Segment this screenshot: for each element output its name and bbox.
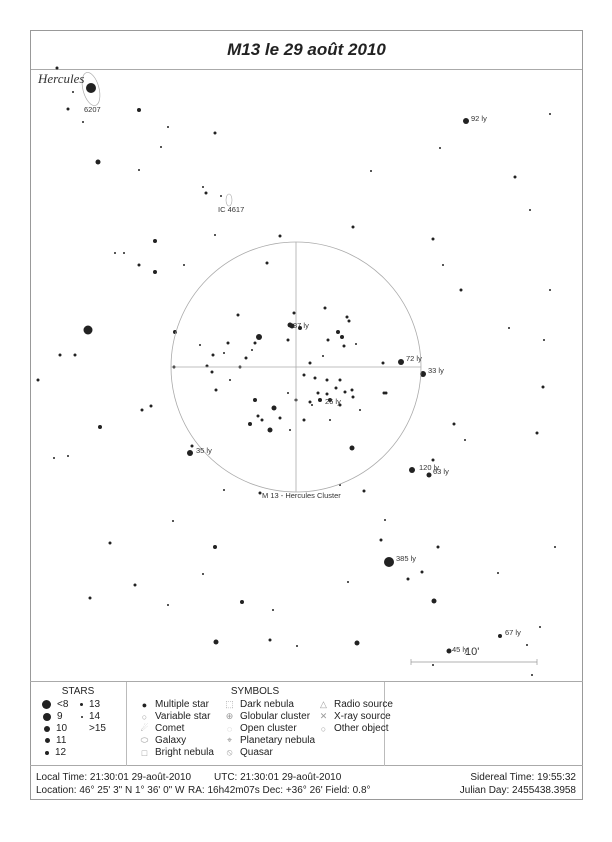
star [56,67,59,70]
star [114,252,116,254]
star [172,520,174,522]
star-mag-label: 10 [56,723,68,734]
star [214,132,217,135]
star [279,417,282,420]
star [229,379,231,381]
star [84,326,93,335]
star [355,641,360,646]
star [439,147,441,149]
symbol-label: Comet [155,723,185,734]
star [251,349,253,351]
star [327,339,330,342]
star-mag-label: 9 [57,711,63,722]
scale-bar [411,659,537,665]
star [351,389,354,392]
star [311,404,313,406]
star [123,252,125,254]
star [336,330,340,334]
star [37,379,40,382]
star [245,357,248,360]
star [289,429,291,431]
star [442,264,444,266]
open-cluster-icon: ◌ [226,723,233,734]
star [421,571,424,574]
star [96,160,101,165]
star [150,405,153,408]
star [72,91,74,93]
star [296,645,298,647]
star-mag-icon [42,700,51,709]
star [447,649,452,654]
star [268,428,273,433]
local-time: Local Time: 21:30:01 29-août-2010 [36,772,192,783]
star-mag-label: 13 [89,699,101,710]
star [59,354,62,357]
distance-label: 26 ly [325,397,341,406]
symbol-label: Variable star [155,711,211,722]
star [343,345,346,348]
sidereal-time: Sidereal Time: 19:55:32 [470,772,576,783]
star [549,113,551,115]
star [344,391,347,394]
star [248,422,252,426]
star-mag-label: 11 [56,735,67,746]
star [432,664,434,666]
star [82,121,84,123]
star [303,419,306,422]
star [272,406,277,411]
star [67,455,69,457]
symbol-label: Globular cluster [240,711,311,722]
star [309,362,312,365]
star [137,108,141,112]
star [539,626,541,628]
star [531,674,533,676]
star [134,584,137,587]
distance-label: 67 ly [505,628,521,637]
star [437,546,440,549]
symbols-legend [126,682,393,766]
star [329,419,331,421]
symbol-label: X-ray source [334,711,391,722]
star [109,542,112,545]
star-mag-label: 12 [55,747,67,758]
distance-label: 92 ly [471,114,487,123]
star [223,489,225,491]
symbols-legend-title: SYMBOLS [230,686,280,697]
star [383,392,386,395]
star [380,539,383,542]
distance-label: 385 ly [396,554,417,563]
star [543,339,545,341]
symbol-label: Other object [334,723,389,734]
julian-day: Julian Day: 2455438.3958 [459,785,576,796]
ic-label: IC 4617 [218,205,245,214]
star [398,359,404,365]
star [202,573,204,575]
star [427,473,432,478]
other-object-icon: ○ [320,723,327,734]
x-ray-source-icon: ✕ [319,711,328,721]
star [215,389,218,392]
star [359,409,361,411]
star [382,362,385,365]
star [213,545,217,549]
symbol-label: Galaxy [155,735,187,746]
star [314,377,317,380]
globular-cluster-icon: ⊕ [225,711,234,721]
star [266,262,269,265]
star [350,446,355,451]
star [549,289,551,291]
star [74,354,77,357]
page-title: M13 le 29 août 2010 [31,31,582,70]
distance-label: 35 ly [196,446,212,455]
comet-icon: ☄ [140,723,149,733]
distance-label: 72 ly [406,354,422,363]
stars-legend [30,682,127,766]
symbol-label: Multiple star [155,699,209,710]
star [464,439,466,441]
star [138,169,140,171]
star [384,519,386,521]
quasar-icon: ⦸ [226,747,233,757]
star [309,401,312,404]
star [287,392,289,394]
star [498,634,502,638]
star [432,459,435,462]
star [526,644,528,646]
star [160,146,162,148]
symbol-label: Quasar [240,747,273,758]
star [409,467,415,473]
star [340,335,344,339]
star [463,118,469,124]
distance-label: 45 ly [452,645,468,654]
star [187,450,193,456]
star-mag-label: <8 [57,699,69,710]
star [514,176,517,179]
star [303,374,306,377]
ra-dec-field: RA: 16h42m07s Dec: +36° 26' Field: 0.8° [188,785,371,796]
star [205,192,208,195]
star-mag-icon [43,713,51,721]
star [453,423,456,426]
planetary-nebula-icon: ⌖ [226,735,233,745]
star [237,314,240,317]
star-mag-icon [44,726,50,732]
utc-time: UTC: 21:30:01 29-août-2010 [214,772,342,783]
distance-label: 33 ly [428,366,444,375]
star [384,557,394,567]
star [460,289,463,292]
star [214,234,216,236]
star [257,415,260,418]
star [407,578,410,581]
star [324,307,327,310]
star-mag-icon [45,751,49,755]
star [167,604,169,606]
star [432,599,437,604]
star [346,316,349,319]
distance-label: 120 ly [419,463,440,472]
star [348,320,351,323]
star [211,371,214,374]
star [529,209,531,211]
star [335,387,338,390]
star [98,425,102,429]
star [326,393,329,396]
star [191,445,194,448]
star [287,339,290,342]
star [279,235,282,238]
star [355,343,357,345]
star [214,640,219,645]
star [554,546,556,548]
star [363,490,366,493]
dark-nebula-icon: ⬚ [225,699,234,709]
star [167,126,169,128]
constellation-label: Hercules [38,71,85,86]
galaxy-icon: ⬭ [140,735,149,745]
star [67,108,70,111]
star-mag-label: >15 [89,723,106,734]
star [153,270,157,274]
star [256,334,262,340]
star-mag-label: 14 [89,711,101,722]
star [326,379,329,382]
star [212,354,215,357]
distance-label: 63 ly [433,467,449,476]
star [240,600,244,604]
star [86,83,96,93]
star [508,327,510,329]
star [223,352,225,354]
star [352,226,355,229]
stars-legend-title: STARS [61,686,95,697]
star-mag-icon [81,716,83,718]
symbol-label: Radio source [334,699,393,710]
star [254,342,257,345]
star [183,264,185,266]
scale-label: 10' [465,646,480,658]
star [141,409,144,412]
star [202,186,204,188]
star [138,264,141,267]
star [347,581,349,583]
star [153,239,157,243]
location: Location: 46° 25' 3" N 1° 36' 0" W [36,785,185,796]
bright-nebula-icon: □ [141,747,148,758]
multiple-star-icon: ● [141,699,148,710]
star [317,392,320,395]
star-mag-icon [80,703,83,706]
radio-source-icon: △ [320,699,327,709]
symbol-label: Planetary nebula [240,735,316,746]
star [272,609,274,611]
star [253,398,257,402]
star-mag-icon [45,738,50,743]
star [318,398,322,402]
star [370,170,372,172]
star [497,572,499,574]
distance-label: 87 ly [293,321,309,330]
star [269,639,272,642]
star [220,195,222,197]
symbol-label: Open cluster [240,723,297,734]
star [261,419,264,422]
star [322,355,324,357]
star [53,457,55,459]
star [352,396,355,399]
legend [30,681,583,766]
star [89,597,92,600]
variable-star-icon: ○ [141,711,148,722]
star [542,386,545,389]
star [293,312,296,315]
star [339,379,342,382]
symbol-label: Bright nebula [155,747,214,758]
symbol-label: Dark nebula [240,699,294,710]
star [227,342,230,345]
star [199,344,201,346]
star [432,238,435,241]
star [536,432,539,435]
m13-label: M 13 - Hercules Cluster [262,491,341,500]
ngc-label: 6207 [84,105,101,114]
